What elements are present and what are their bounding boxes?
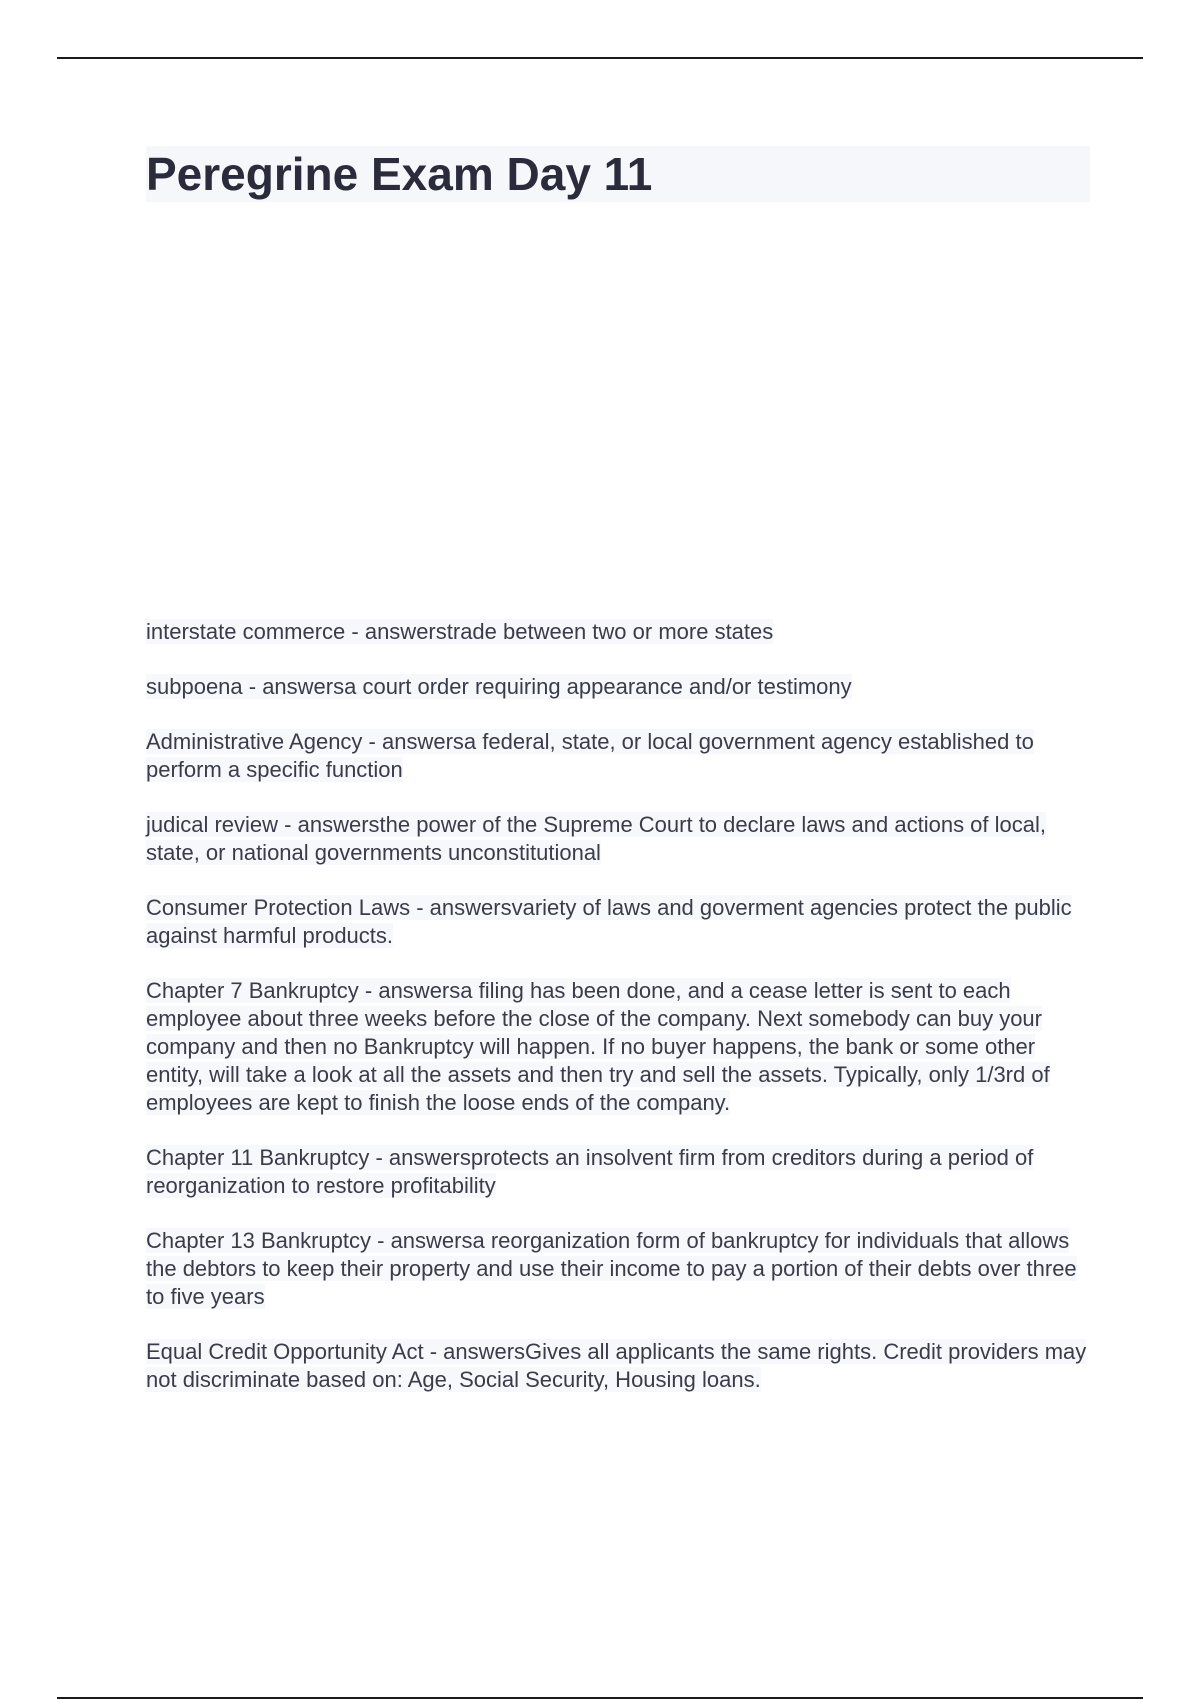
- flashcard-entry: [146, 728, 1096, 784]
- flashcard-text: Administrative Agency - answersa federal, state, or local government agency established to perform a specific function: [146, 729, 1034, 782]
- header-rule: [57, 57, 1143, 59]
- flashcard-text: Chapter 13 Bankruptcy - answersa reorganization form of bankruptcy for individuals that allows the debtors to keep their property and use their income to pay a portion of their debts over three to five years: [146, 1228, 1077, 1309]
- flashcard-text: Consumer Protection Laws - answersvariety of laws and goverment agencies protect the public against harmful products.: [146, 895, 1072, 948]
- flashcard-entry: [146, 673, 1096, 701]
- flashcard-entry: [146, 977, 1096, 1117]
- flashcard-entry: [146, 1227, 1096, 1311]
- flashcard-entry: [146, 1338, 1096, 1394]
- flashcard-entry: [146, 811, 1096, 867]
- flashcard-text: Chapter 11 Bankruptcy - answersprotects an insolvent firm from creditors during a period of reorganization to restore profitability: [146, 1145, 1034, 1198]
- flashcard-text: judical review - answersthe power of the Supreme Court to declare laws and actions of local, state, or national governments unconstitutional: [146, 812, 1047, 865]
- flashcard-text: Chapter 7 Bankruptcy - answersa filing has been done, and a cease letter is sent to each employee about three weeks before the close of the company. Next somebody can buy your company and then no Bankruptcy will happen. If no buyer happens, the bank or some other entity, will take a look at all the assets and then try and sell the assets. Typically, only 1/3rd of employees are kept to finish the loose ends of the company.: [146, 978, 1050, 1115]
- flashcard-entry: [146, 894, 1096, 950]
- page-title: Peregrine Exam Day 11: [146, 148, 653, 200]
- footer-rule: [57, 1697, 1143, 1699]
- flashcard-list: [146, 618, 1096, 1421]
- flashcard-entry: [146, 618, 1096, 646]
- flashcard-text: Equal Credit Opportunity Act - answersGives all applicants the same rights. Credit providers may not discriminate based on: Age, Social Security, Housing loans.: [146, 1339, 1087, 1392]
- flashcard-text: interstate commerce - answerstrade between two or more states: [146, 619, 774, 644]
- flashcard-entry: [146, 1144, 1096, 1200]
- flashcard-text: subpoena - answersa court order requiring appearance and/or testimony: [146, 674, 852, 699]
